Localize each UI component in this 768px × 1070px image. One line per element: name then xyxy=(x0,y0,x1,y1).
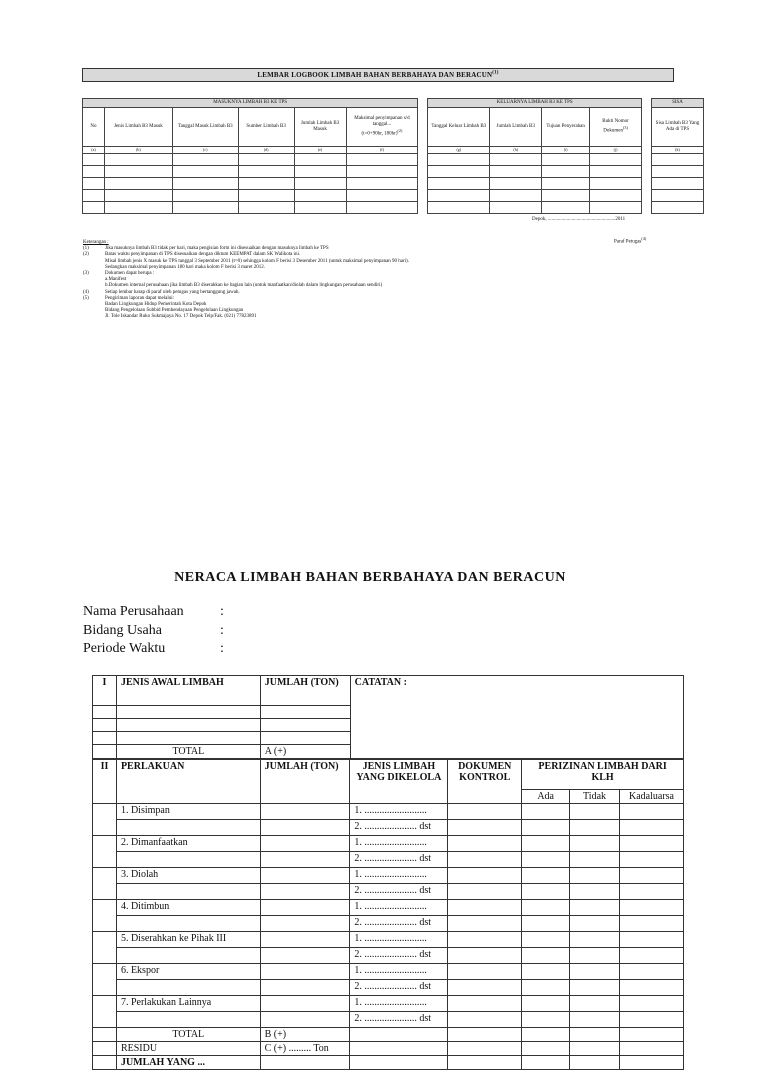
note-text: Jl. Tole Iskandar Ruko Sukmajaya No. 17 Depok Telp/Fak. (021) 77823891 xyxy=(105,314,257,320)
jenis-line-1: 1. ......................... xyxy=(350,964,448,980)
treatment-label: 2. Dimanfaatkan xyxy=(116,836,260,852)
jumlah-header: JUMLAH (TON) xyxy=(260,760,350,804)
colon: : xyxy=(220,623,224,638)
note-line xyxy=(83,314,643,320)
code-a: (a) xyxy=(83,147,105,154)
treatment-row xyxy=(93,964,684,980)
section-i-table xyxy=(92,675,684,759)
logbook-title xyxy=(82,68,674,82)
col-bukti xyxy=(590,108,642,147)
jenis-line-1: 1. ......................... xyxy=(350,900,448,916)
notes-block xyxy=(83,240,643,321)
total-label: TOTAL xyxy=(116,1028,260,1042)
treatment-label: 7. Perlakukan Lainnya xyxy=(116,996,260,1012)
treatment-row xyxy=(93,900,684,916)
code-f: (f) xyxy=(346,147,418,154)
treatment-row xyxy=(93,884,684,900)
notes-title: Keterangan : xyxy=(83,240,109,245)
col-sumber: Sumber Limbah B3 xyxy=(238,108,294,147)
colon: : xyxy=(220,641,224,656)
note-text: Pengiriman laporan dapat melalui: xyxy=(105,295,175,301)
neraca-title: NERACA LIMBAH BAHAN BERBAHAYA DAN BERACUN xyxy=(174,570,566,585)
treatment-label: 3. Diolah xyxy=(116,868,260,884)
note-text: b.Dokumen internal perusahaan jika limbah B3 diserahkan ke bagian lain (untuk manfaatkan/diolah dalam lingkungan perusahaan sendiri) xyxy=(105,283,383,289)
section-i-num: I xyxy=(93,676,117,706)
note-text: a.Manifest xyxy=(105,277,127,283)
code-j: (j) xyxy=(590,147,642,154)
table-row xyxy=(83,154,704,166)
jenis-line-1: 1. ......................... xyxy=(350,932,448,948)
section-ii-num: II xyxy=(93,760,117,804)
group-masuk: MASUKNYA LIMBAH B3 KE TPS xyxy=(83,99,418,108)
col-jumlah-keluar: Jumlah Limbah B3 xyxy=(490,108,542,147)
treatment-row xyxy=(93,980,684,996)
jenis-line-2: 2. ..................... dst xyxy=(350,852,448,868)
sub-kadaluarsa: Kadaluarsa xyxy=(620,790,684,804)
paraf-sup: (4) xyxy=(641,236,647,241)
treatment-row xyxy=(93,852,684,868)
treatment-row xyxy=(93,820,684,836)
field-nama-perusahaan: Nama Perusahaan xyxy=(83,604,184,619)
code-i: (i) xyxy=(542,147,590,154)
colon: : xyxy=(220,604,224,619)
note-text: Sedangkan maksimal penyimpanan 180 hari maka kolom F berisi 3 maret 2012. xyxy=(105,264,265,270)
table-row xyxy=(83,178,704,190)
col-maksimal xyxy=(346,108,418,147)
jenis-line-2: 2. ..................... dst xyxy=(350,948,448,964)
note-num: (4) xyxy=(83,289,89,295)
dokumen-kontrol-header: DOKUMEN KONTROL xyxy=(448,760,522,804)
code-e: (e) xyxy=(294,147,346,154)
treatment-label: 1. Disimpan xyxy=(116,804,260,820)
col-maksimal-note: (t=0+90hr, 180hr) xyxy=(361,131,398,137)
note-text: Setiap lembar harap di paraf oleh petugas yang bertanggung jawab. xyxy=(105,289,240,295)
table-row xyxy=(83,166,704,178)
treatment-rows xyxy=(93,804,684,1028)
section-ii-table xyxy=(92,759,684,1070)
code-h: (h) xyxy=(490,147,542,154)
note-num xyxy=(83,314,105,320)
code-k: (k) xyxy=(651,147,703,154)
paraf-text: Paraf Petugas xyxy=(614,239,642,245)
code-g: (g) xyxy=(428,147,490,154)
treatment-row xyxy=(93,932,684,948)
jenis-line-2: 2. ..................... dst xyxy=(350,980,448,996)
col-maksimal-text: Maksimal penyimpanan s/d tanggal... xyxy=(354,116,410,128)
field-bidang-usaha: Bidang Usaha xyxy=(83,623,162,638)
note-text: Bidang Pengelolaan Subbid Pembendayaan Pengelolaan Lingkungan xyxy=(105,308,244,314)
jenis-line-1: 1. ......................... xyxy=(350,836,448,852)
col-jumlah-masuk: Jumlah Limbah B3 Masuk xyxy=(294,108,346,147)
code-c: (c) xyxy=(172,147,238,154)
treatment-row xyxy=(93,804,684,820)
note-text: Badan Lingkungan Hidup Pemerintah Kota Depok xyxy=(105,302,207,308)
field-periode-waktu: Periode Waktu xyxy=(83,641,166,656)
col-maksimal-sup: (2) xyxy=(397,128,403,134)
perizinan-header: PERIZINAN LIMBAH DARI KLH xyxy=(522,760,684,790)
note-text: Jika masuknya limbah B3 tidak per hari, maka pengisian form ini disesuaikan dengan masuknya limbah ke TPS xyxy=(105,246,329,252)
section-ii-title: PERLAKUAN xyxy=(116,760,260,804)
col-no: No xyxy=(83,108,105,147)
catatan-cell: CATATAN : xyxy=(350,676,683,759)
note-text: Misal limbah jenis X masuk ke TPS tanggal 3 September 2011 (t=0) sehingga kolom F berisi 3 Desember 2011 (untuk maksimal penyimpanan 90 hari). xyxy=(105,258,409,264)
jenis-line-2: 2. ..................... dst xyxy=(350,1012,448,1028)
jenis-line-2: 2. ..................... dst xyxy=(350,916,448,932)
treatment-label: 4. Ditimbun xyxy=(116,900,260,916)
sub-tidak: Tidak xyxy=(570,790,620,804)
treatment-row xyxy=(93,836,684,852)
note-num: (1) xyxy=(83,246,89,252)
total-c: C (+) ......... Ton xyxy=(260,1042,350,1056)
treatment-label: 6. Ekspor xyxy=(116,964,260,980)
jenis-line-1: 1. ......................... xyxy=(350,996,448,1012)
note-num: (2) xyxy=(83,252,89,258)
total-a: A (+) xyxy=(260,745,350,759)
total-label: TOTAL xyxy=(116,745,260,759)
jenis-line-1: 1. ......................... xyxy=(350,868,448,884)
section-i-title: JENIS AWAL LIMBAH xyxy=(116,676,260,706)
jenis-line-2: 2. ..................... dst xyxy=(350,820,448,836)
treatment-row xyxy=(93,996,684,1012)
jenis-dikelola-header: JENIS LIMBAH YANG DIKELOLA xyxy=(350,760,448,804)
logbook-title-text: LEMBAR LOGBOOK LIMBAH BAHAN BERBAHAYA DAN BERACUN xyxy=(257,71,493,79)
total-b: B (+) xyxy=(260,1028,350,1042)
jenis-line-2: 2. ..................... dst xyxy=(350,884,448,900)
jenis-line-1: 1. ......................... xyxy=(350,804,448,820)
code-d: (d) xyxy=(238,147,294,154)
note-text: Batas waktu penyimpanan di TPS disesuaikan dengan diktum KEEMPAT dalam SK Walikota ini. xyxy=(105,252,301,258)
note-num: (3) xyxy=(83,271,89,277)
code-b: (b) xyxy=(104,147,172,154)
treatment-label: 5. Diserahkan ke Pihak III xyxy=(116,932,260,948)
logbook-table xyxy=(82,98,704,214)
col-jenis: Jenis Limbah B3 Masuk xyxy=(104,108,172,147)
treatment-row xyxy=(93,1012,684,1028)
cut-row-label: JUMLAH YANG ... xyxy=(116,1056,260,1070)
treatment-row xyxy=(93,948,684,964)
col-tujuan: Tujuan Penyerahan xyxy=(542,108,590,147)
jumlah-header: JUMLAH (TON) xyxy=(260,676,350,706)
col-bukti-sup: (3) xyxy=(622,125,628,131)
note-text: Dokumen dapat berupa : xyxy=(105,271,155,277)
table-row xyxy=(83,202,704,214)
date-line: Depok, ......................................................2011 xyxy=(532,217,626,222)
treatment-row xyxy=(93,916,684,932)
col-bukti-text: Bukti Nomor Dokumen xyxy=(602,119,629,134)
table-row xyxy=(83,190,704,202)
group-keluar: KELUARNYA LIMBAH B3 KE TPS xyxy=(428,99,642,108)
sub-ada: Ada xyxy=(522,790,570,804)
logbook-title-sup: (1) xyxy=(492,70,499,76)
treatment-row xyxy=(93,868,684,884)
col-tanggal-masuk: Tanggal Masuk Limbah B3 xyxy=(172,108,238,147)
group-sisa: SISA xyxy=(651,99,703,108)
col-tanggal-keluar: Tanggal Keluar Limbah B3 xyxy=(428,108,490,147)
note-num: (5) xyxy=(83,295,89,301)
col-sisa: Sisa Limbah B3 Yang Ada di TPS xyxy=(651,108,703,147)
residu-label: RESIDU xyxy=(116,1042,260,1056)
